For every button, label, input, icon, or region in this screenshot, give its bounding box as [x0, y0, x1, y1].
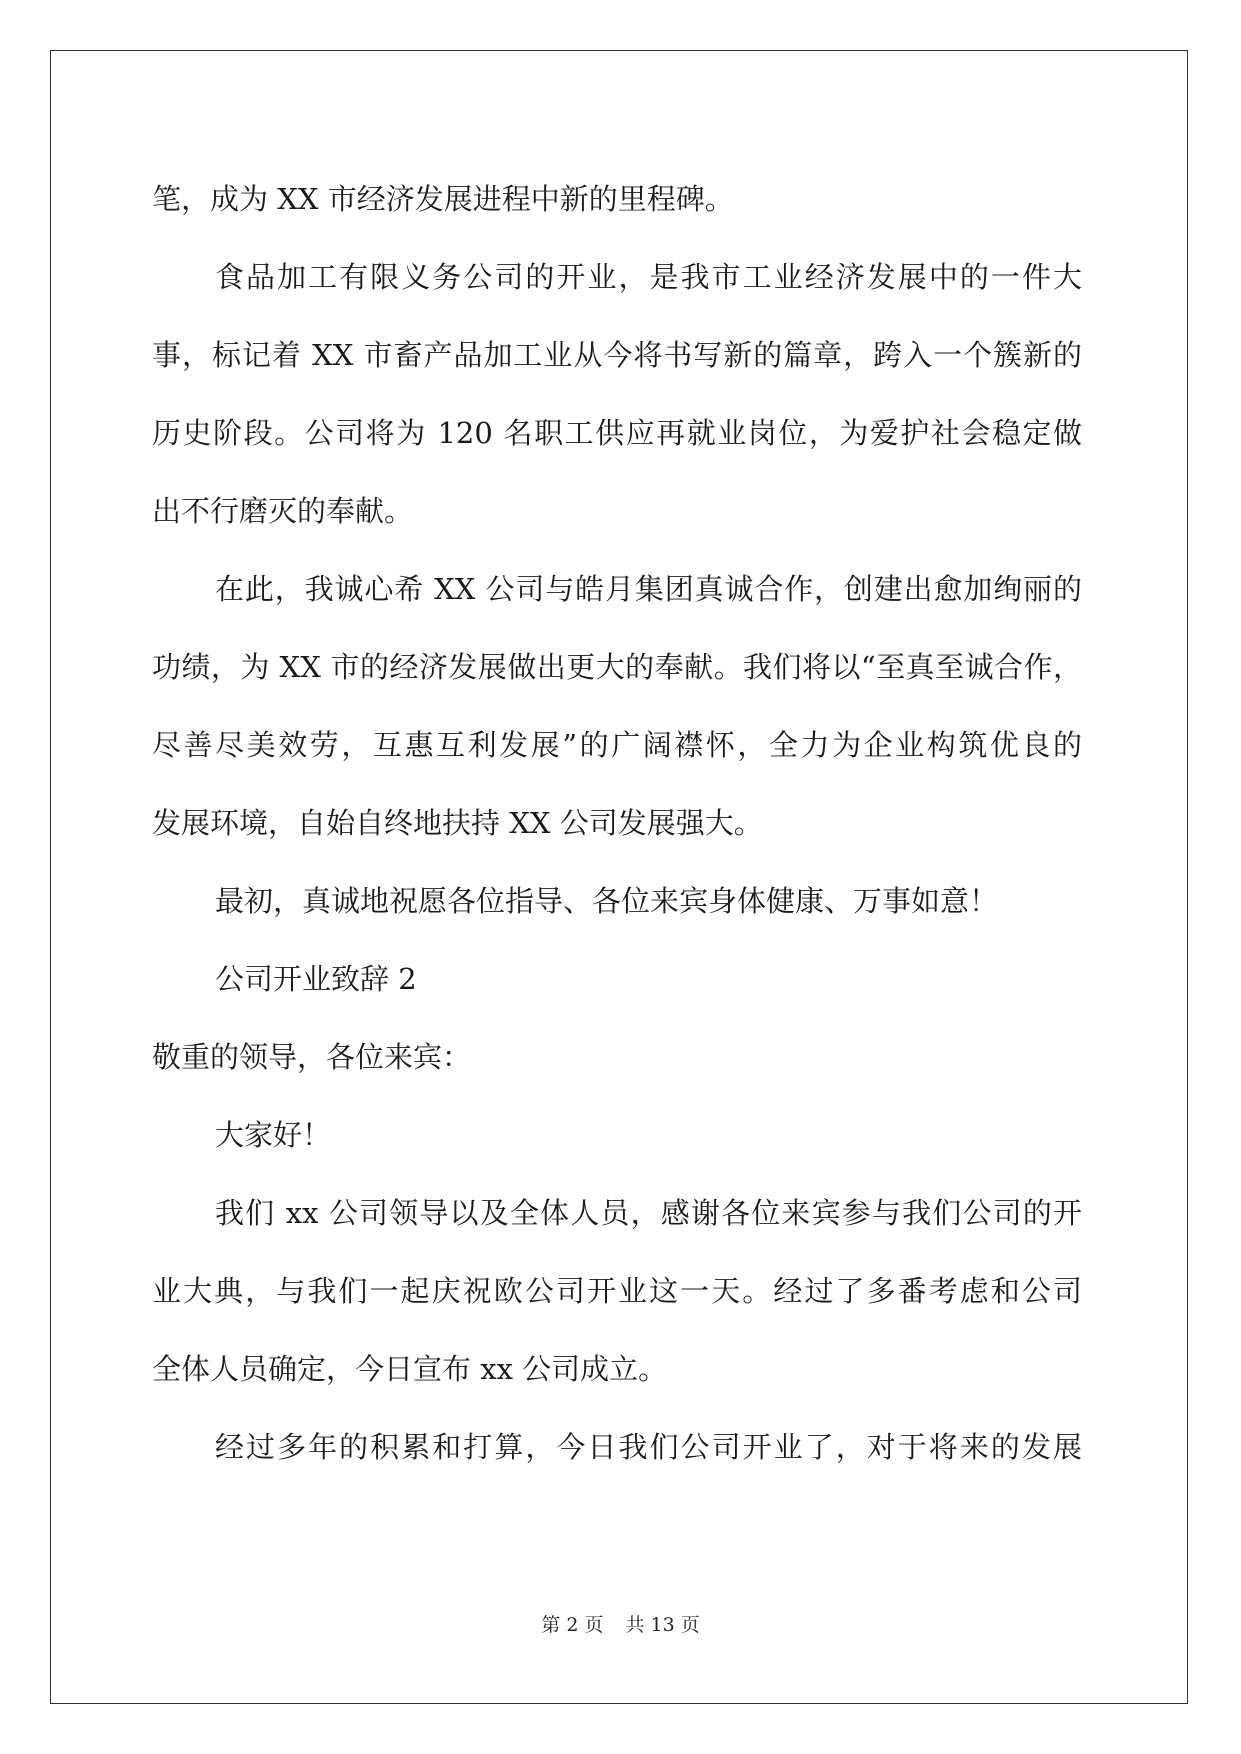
text-line: 我们 xx 公司领导以及全体人员，感谢各位来宾参与我们公司的开	[215, 1196, 1082, 1230]
text-line: 出不行磨灭的奉献。	[152, 494, 414, 528]
text-line: 最初，真诚地祝愿各位指导、各位来宾身体健康、万事如意！	[215, 884, 999, 918]
text-line: 功绩，为 XX 市的经济发展做出更大的奉献。我们将以“至真至诚合作，	[152, 650, 1082, 684]
text-line: 历史阶段。公司将为 120 名职工供应再就业岗位，为爱护社会稳定做	[152, 416, 1082, 450]
page-footer	[0, 1610, 1241, 1637]
text-line: 大家好！	[215, 1118, 332, 1152]
text-line: 在此，我诚心希 XX 公司与皓月集团真诚合作，创建出愈加绚丽的	[215, 572, 1082, 606]
text-line: 经过多年的积累和打算，今日我们公司开业了，对于将来的发展	[215, 1430, 1082, 1464]
document-body	[152, 160, 1082, 1486]
current-page-number: 第 2 页	[541, 1614, 604, 1636]
text-line: 事，标记着 XX 市畜产品加工业从今将书写新的篇章，跨入一个簇新的	[152, 338, 1082, 372]
text-line: 笔，成为 XX 市经济发展进程中新的里程碑。	[152, 182, 734, 216]
text-line: 尽善尽美效劳，互惠互利发展”的广阔襟怀，全力为企业构筑优良的	[152, 728, 1082, 762]
text-line: 公司开业致辞 2	[215, 962, 417, 996]
text-line: 全体人员确定，今日宣布 xx 公司成立。	[152, 1352, 668, 1386]
text-line: 发展环境，自始自终地扶持 XX 公司发展强大。	[152, 806, 763, 840]
total-pages: 共 13 页	[625, 1614, 700, 1636]
text-line: 业大典，与我们一起庆祝欧公司开业这一天。经过了多番考虑和公司	[152, 1274, 1082, 1308]
text-line: 敬重的领导，各位来宾：	[152, 1040, 472, 1074]
text-line: 食品加工有限义务公司的开业，是我市工业经济发展中的一件大	[215, 260, 1082, 294]
